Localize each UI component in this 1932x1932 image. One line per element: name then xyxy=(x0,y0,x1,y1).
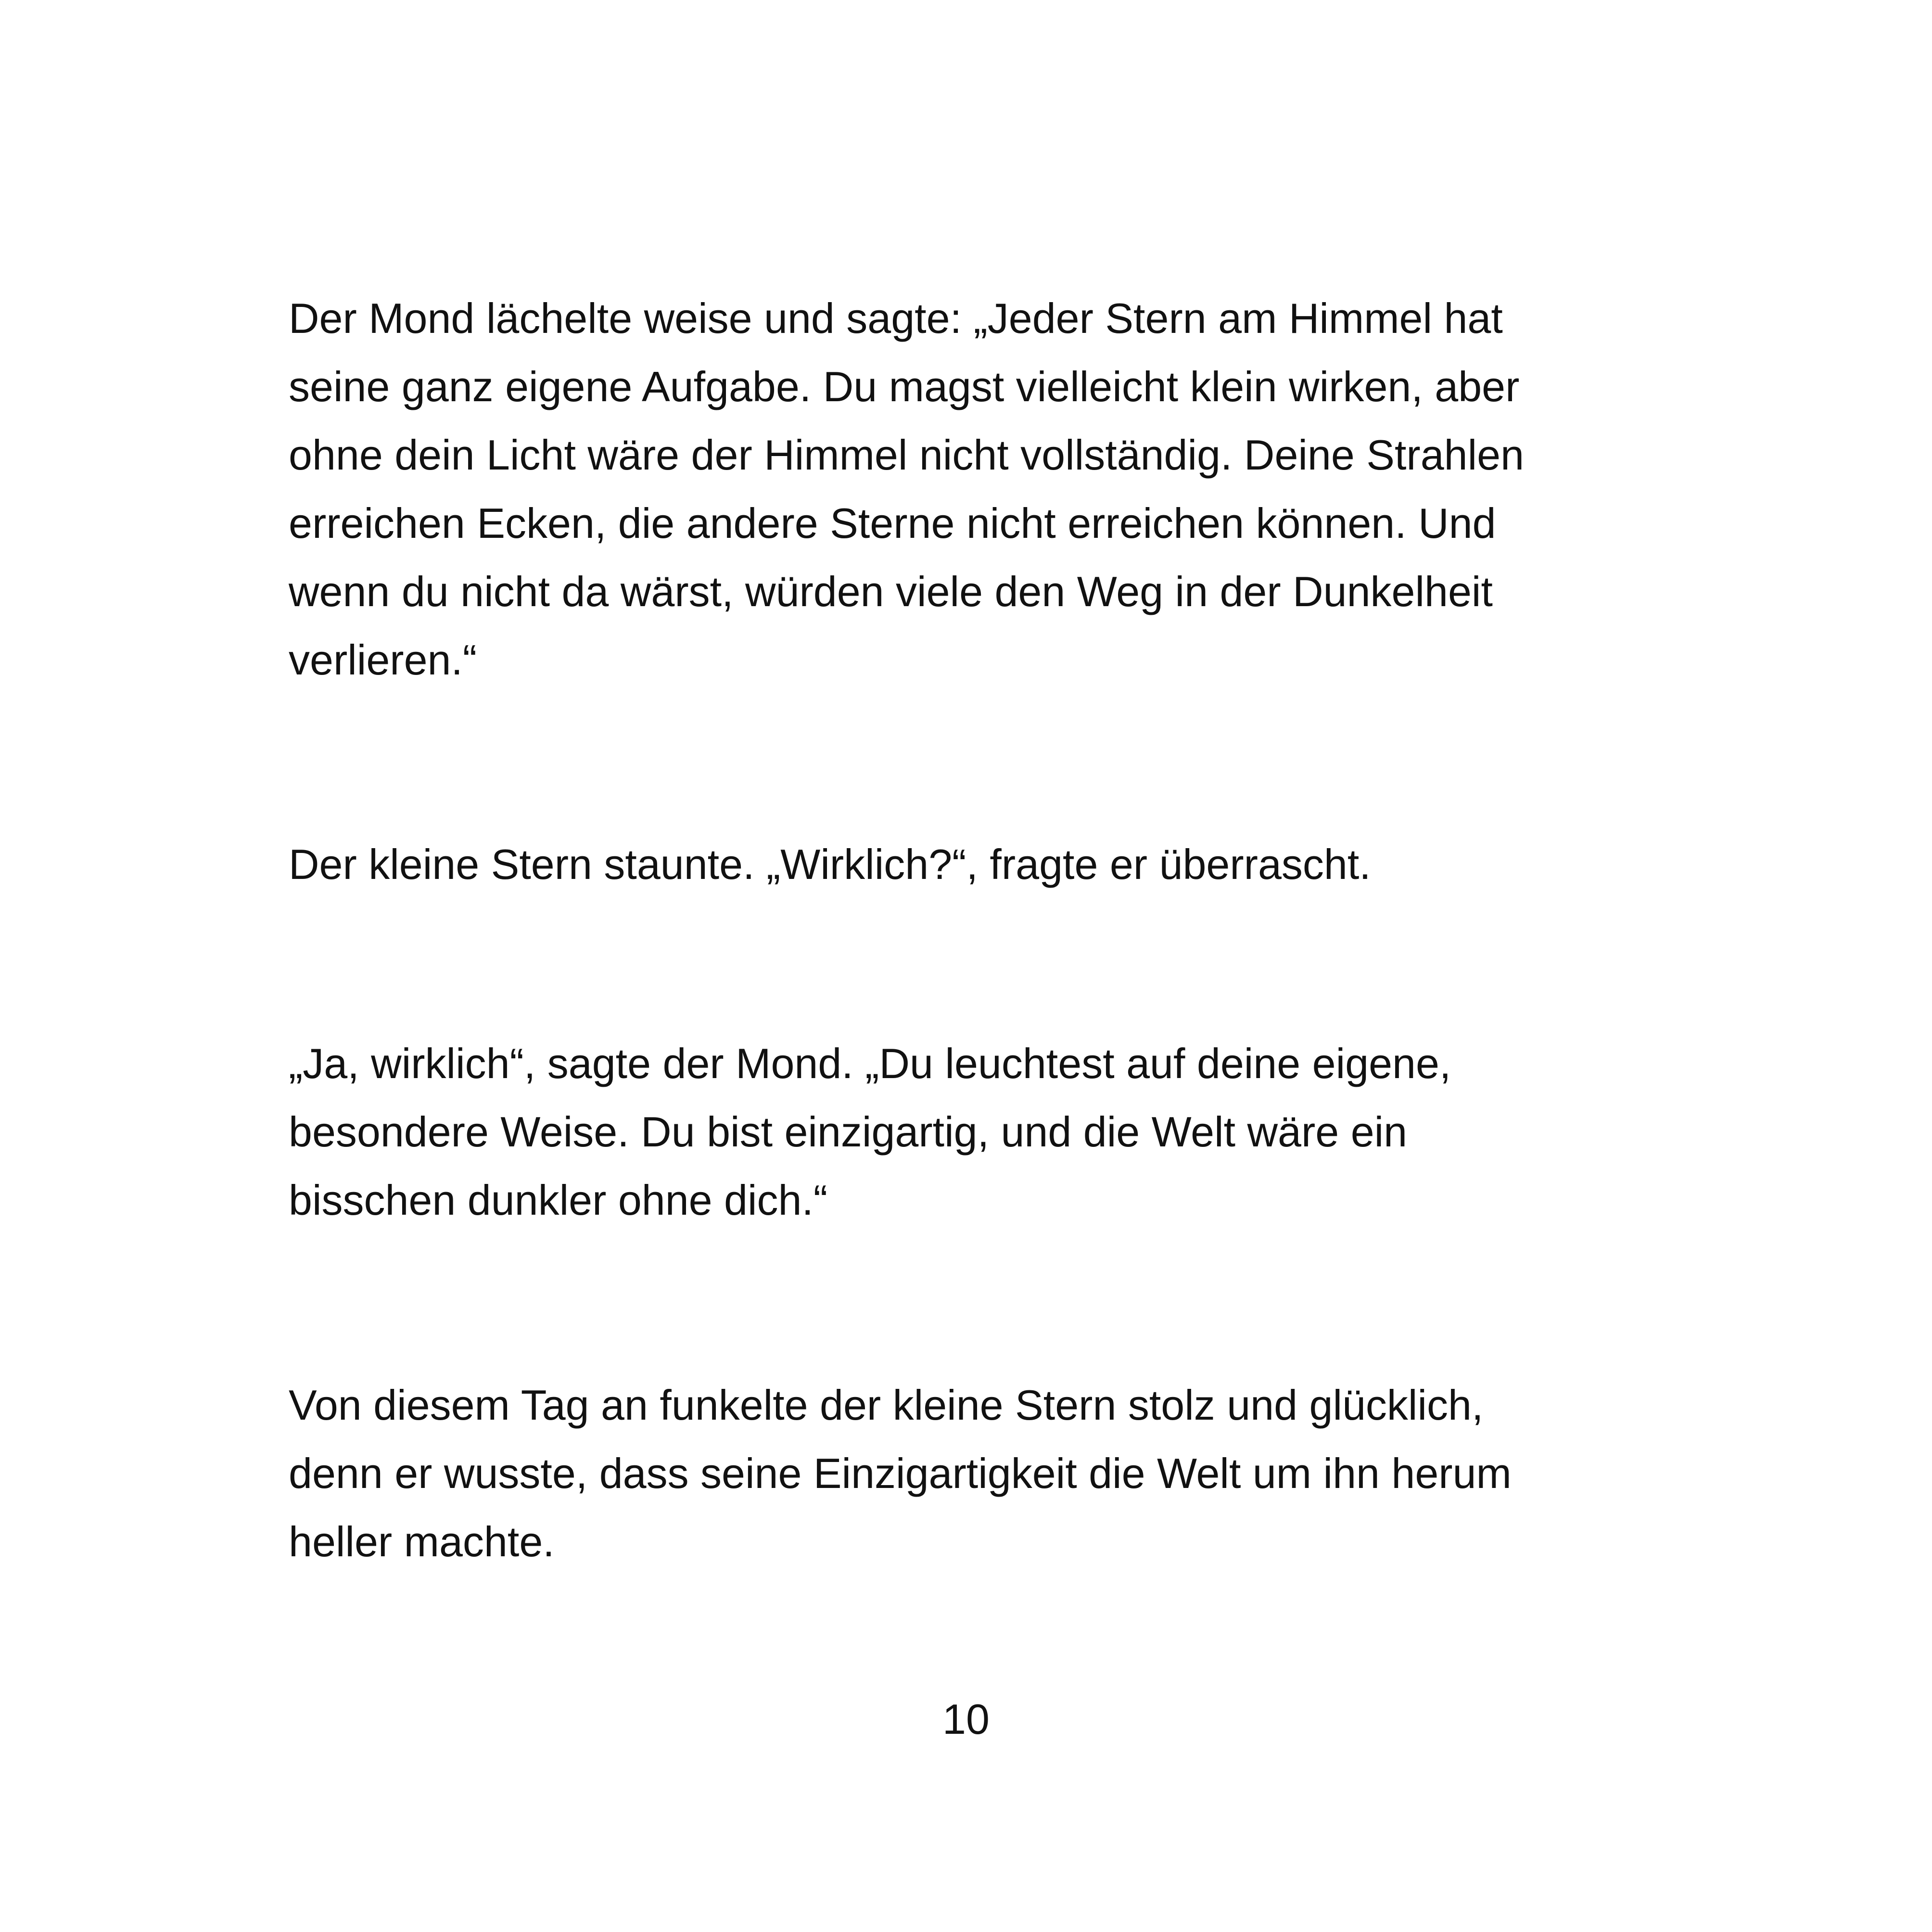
text-line: Der Mond lächelte weise und sagte: „Jeder Stern am Himmel hat xyxy=(289,294,1503,342)
text-line: heller machte. xyxy=(289,1518,555,1565)
paragraph-moon-speech xyxy=(289,284,1684,694)
text-line: denn er wusste, dass seine Einzigartigkeit die Welt um ihn herum xyxy=(289,1449,1512,1497)
text-line: bisschen dunkler ohne dich.“ xyxy=(289,1176,828,1224)
paragraph-star-astonished xyxy=(289,830,1684,899)
text-line: verlieren.“ xyxy=(289,636,477,684)
text-line: Der kleine Stern staunte. „Wirklich?“, fragte er überrascht. xyxy=(289,840,1371,888)
text-line: wenn du nicht da wärst, würden viele den Weg in der Dunkelheit xyxy=(289,568,1493,615)
text-line: „Ja, wirklich“, sagte der Mond. „Du leuchtest auf deine eigene, xyxy=(289,1040,1451,1087)
paragraph-conclusion xyxy=(289,1371,1684,1576)
text-line: Von diesem Tag an funkelte der kleine Stern stolz und glücklich, xyxy=(289,1381,1484,1429)
page-number: 10 xyxy=(942,1695,990,1743)
text-line: ohne dein Licht wäre der Himmel nicht vollständig. Deine Strahlen xyxy=(289,431,1525,479)
paragraph-moon-reply xyxy=(289,1030,1684,1234)
text-line: besondere Weise. Du bist einzigartig, und die Welt wäre ein xyxy=(289,1108,1408,1156)
text-line: erreichen Ecken, die andere Sterne nicht erreichen können. Und xyxy=(289,499,1496,547)
text-line: seine ganz eigene Aufgabe. Du magst vielleicht klein wirken, aber xyxy=(289,363,1520,410)
